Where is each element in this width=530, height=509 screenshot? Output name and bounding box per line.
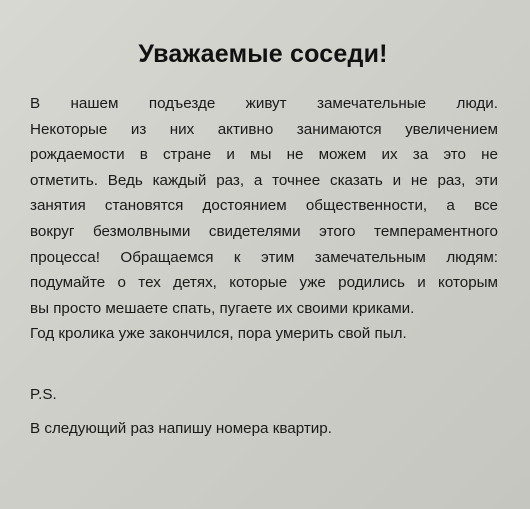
- body-line: рождаемости в стране и мы не можем их за это не: [30, 146, 498, 164]
- notice-body: [28, 91, 498, 347]
- body-line: процесса! Обращаемся к этим замечательным людям:: [30, 248, 498, 266]
- ps-label: P.S.: [30, 385, 57, 403]
- body-line: подумайте о тех детях, которые уже родились и которым: [30, 274, 498, 292]
- body-line: Некоторые из них активно занимаются увеличением: [30, 120, 498, 138]
- body-line: В нашем подъезде живут замечательные люди.: [30, 95, 498, 112]
- notice-title: Уважаемые соседи!: [138, 40, 388, 68]
- body-line: Год кролика уже закончился, пора умерить свой пыл.: [30, 325, 407, 343]
- body-line: занятия становятся достоянием общественности, а все: [30, 197, 498, 215]
- ps-text: В следующий раз напишу номера квартир.: [30, 419, 332, 437]
- body-line: вы просто мешаете спать, пугаете их своими криками.: [30, 299, 415, 317]
- body-line: вокруг безмолвными свидетелями этого темпераментного: [30, 222, 498, 240]
- body-line: отметить. Ведь каждый раз, а точнее сказать и не раз, эти: [30, 171, 498, 189]
